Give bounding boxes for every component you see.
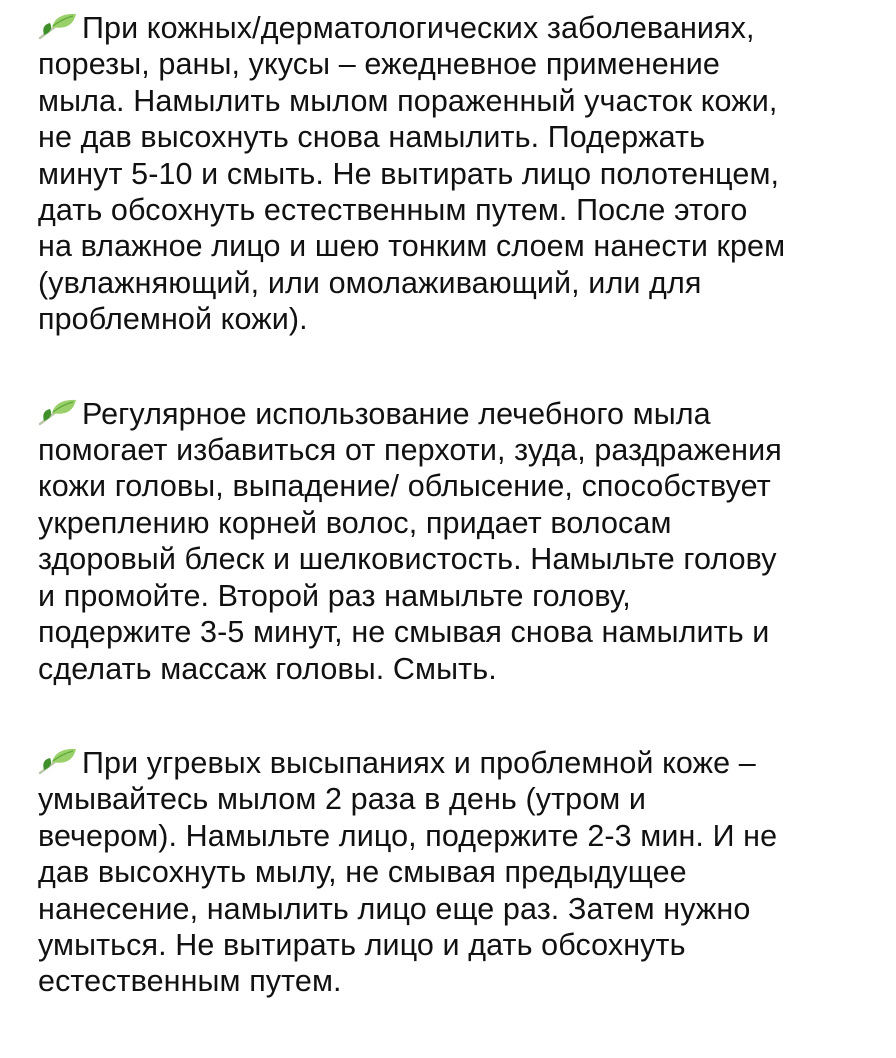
paragraph-skin-diseases (38, 10, 878, 338)
paragraph-line: мыла. Намылить мылом пораженный участок кожи, (38, 83, 778, 118)
herb-leaf-icon (38, 397, 80, 427)
paragraph-line: здоровый блеск и шелковистость. Намыльте голову (38, 542, 777, 577)
paragraph-line: (увлажняющий, или омолаживающий, или для (38, 265, 702, 300)
paragraph-line: дав высохнуть мылу, не смывая предыдущее (38, 855, 687, 890)
paragraph-line: Регулярное использование лечебного мыла (38, 396, 878, 432)
paragraph-line: сделать массаж головы. Смыть. (38, 651, 497, 686)
paragraph-line: дать обсохнуть естественным путем. После этого (38, 193, 748, 228)
paragraph-line: и промойте. Второй раз намыльте голову, (38, 578, 631, 613)
paragraph-line: подержите 3-5 минут, не смывая снова намылить и (38, 615, 770, 650)
paragraph-line: минут 5-10 и смыть. Не вытирать лицо полотенцем, (38, 156, 780, 191)
paragraph-scalp-care (38, 396, 878, 687)
paragraph-line: При угревых высыпаниях и проблемной коже – (38, 745, 878, 781)
paragraph-line: на влажное лицо и шею тонким слоем нанести крем (38, 229, 786, 264)
paragraph-line: кожи головы, выпадение/ облысение, способствует (38, 469, 771, 504)
paragraph-line: нанесение, намылить лицо еще раз. Затем нужно (38, 891, 751, 926)
paragraph-line: проблемной кожи). (38, 302, 308, 337)
document-body (38, 10, 878, 1058)
paragraph-line: порезы, раны, укусы – ежедневное применение (38, 47, 720, 82)
paragraph-line: вечером). Намыльте лицо, подержите 2-3 мин. И не (38, 818, 778, 853)
paragraph-line: При кожных/дерматологических заболеваниях, (38, 10, 878, 46)
herb-leaf-icon (38, 746, 80, 776)
paragraph-line: укреплению корней волос, придает волосам (38, 505, 672, 540)
paragraph-line: естественным путем. (38, 964, 342, 999)
paragraph-acne-care (38, 745, 878, 1000)
paragraph-line: умывайтесь мылом 2 раза в день (утром и (38, 782, 647, 817)
herb-leaf-icon (38, 11, 80, 41)
paragraph-line: помогает избавиться от перхоти, зуда, раздражения (38, 433, 782, 468)
paragraph-line: умыться. Не вытирать лицо и дать обсохнуть (38, 927, 686, 962)
paragraph-line: не дав высохнуть снова намылить. Подержать (38, 120, 706, 155)
